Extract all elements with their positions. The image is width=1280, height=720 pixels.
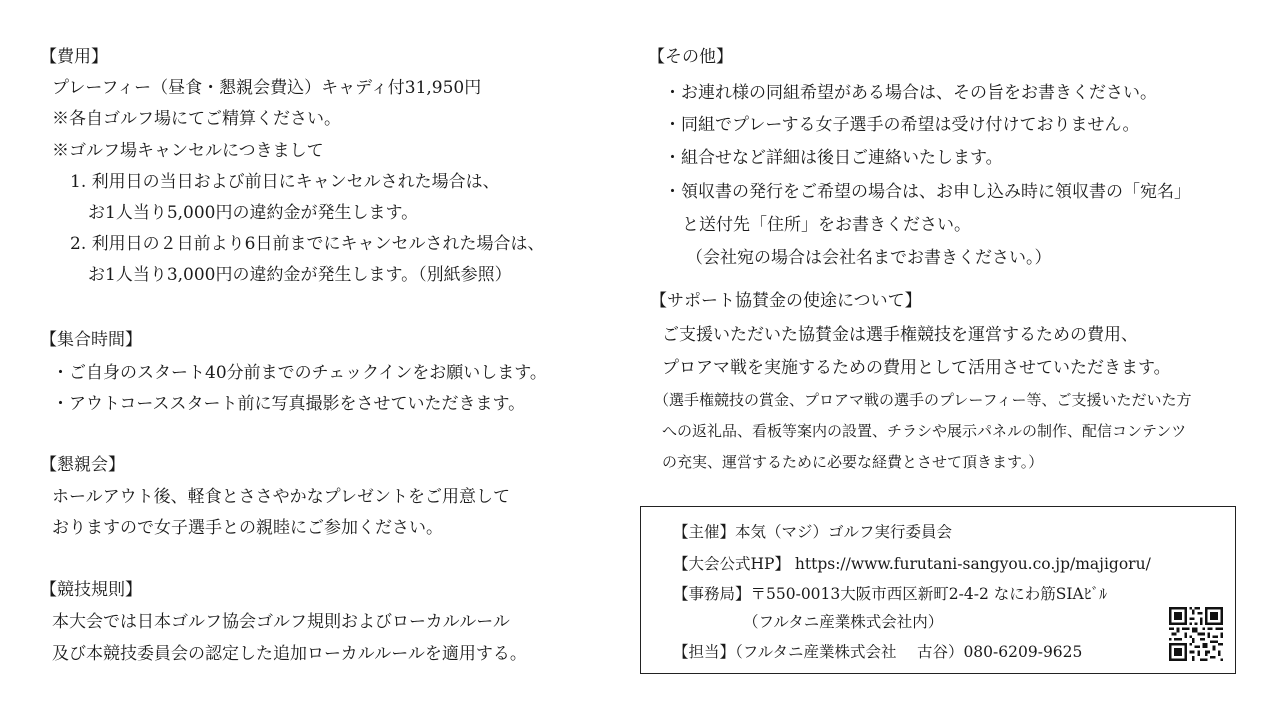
other-line: ・組合せなど詳細は後日ご連絡いたします。 bbox=[664, 148, 1003, 168]
other-line: ・同組でプレーする女子選手の希望は受け付けておりません。 bbox=[664, 115, 1140, 135]
meeting-heading: 【集合時間】 bbox=[40, 330, 142, 350]
fee-line: ※各自ゴルフ場にてご精算ください。 bbox=[52, 109, 341, 129]
rules-heading: 【競技規則】 bbox=[40, 580, 142, 600]
support-note: （選手権競技の賞金、プロアマ戦の選手のプレーフィー等、ご支援いただいた方 bbox=[654, 391, 1192, 409]
contact-line: 【担当】（フルタニ産業株式会社 古谷）080-6209-9625 bbox=[673, 643, 1083, 661]
support-note: の充実、運営するために必要な経費とさせて頂きます。） bbox=[662, 453, 1044, 471]
other-line: ・お連れ様の同組希望がある場合は、その旨をお書きください。 bbox=[664, 83, 1157, 103]
organizer-line: 【主催】本気（マジ）ゴルフ実行委員会 bbox=[673, 523, 953, 541]
other-heading: 【その他】 bbox=[648, 47, 733, 67]
meeting-line: ・ご自身のスタート40分前までのチェックインをお願いします。 bbox=[52, 363, 547, 383]
office-sub-line: （フルタニ産業株式会社内） bbox=[743, 613, 944, 631]
support-heading: 【サポート協賛金の使途について】 bbox=[650, 291, 922, 311]
other-line: ・領収書の発行をご希望の場合は、お申し込み時に領収書の「宛名」 bbox=[664, 182, 1191, 202]
fee-line: 1. 利用日の当日および前日にキャンセルされた場合は、 bbox=[70, 172, 500, 192]
party-line: ホールアウト後、軽食とささやかなプレゼントをご用意して bbox=[52, 487, 510, 507]
fee-heading: 【費用】 bbox=[40, 47, 108, 67]
fee-line: お1人当り5,000円の違約金が発生します。 bbox=[88, 203, 419, 223]
fee-line: プレーフィー（昼食・懇親会費込）キャディ付31,950円 bbox=[52, 78, 482, 98]
support-note: への返礼品、看板等案内の設置、チラシや展示パネルの制作、配信コンテンツ bbox=[662, 422, 1187, 440]
fee-line: 2. 利用日の２日前より6日前までにキャンセルされた場合は、 bbox=[70, 234, 545, 254]
rules-line: 本大会では日本ゴルフ協会ゴルフ規則およびローカルルール bbox=[52, 612, 510, 632]
meeting-line: ・アウトコーススタート前に写真撮影をさせていただきます。 bbox=[52, 394, 526, 414]
party-heading: 【懇親会】 bbox=[40, 455, 125, 475]
fee-line: ※ゴルフ場キャンセルにつきまして bbox=[52, 141, 324, 161]
other-line: （会社宛の場合は会社名までお書きください。） bbox=[686, 248, 1052, 268]
support-line: ご支援いただいた協賛金は選手権競技を運営するための費用、 bbox=[662, 325, 1138, 345]
other-line: と送付先「住所」をお書きください。 bbox=[682, 215, 971, 235]
office-line: 【事務局】〒550-0013大阪市西区新町2-4-2 なにわ筋SIAﾋﾞﾙ bbox=[673, 585, 1107, 603]
official-hp-line: 【大会公式HP】 https://www.furutani-sangyou.co.jp/majigoru/ bbox=[673, 555, 1151, 573]
rules-line: 及び本競技委員会の認定した追加ローカルルールを適用する。 bbox=[52, 644, 527, 664]
support-line: プロアマ戦を実施するための費用として活用させていただきます。 bbox=[662, 358, 1171, 378]
fee-line: お1人当り3,000円の違約金が発生します。（別紙参照） bbox=[88, 265, 512, 285]
party-line: おりますので女子選手との親睦にご参加ください。 bbox=[52, 518, 443, 538]
qr-code-icon bbox=[1169, 607, 1223, 661]
organizer-info-box bbox=[640, 506, 1236, 674]
